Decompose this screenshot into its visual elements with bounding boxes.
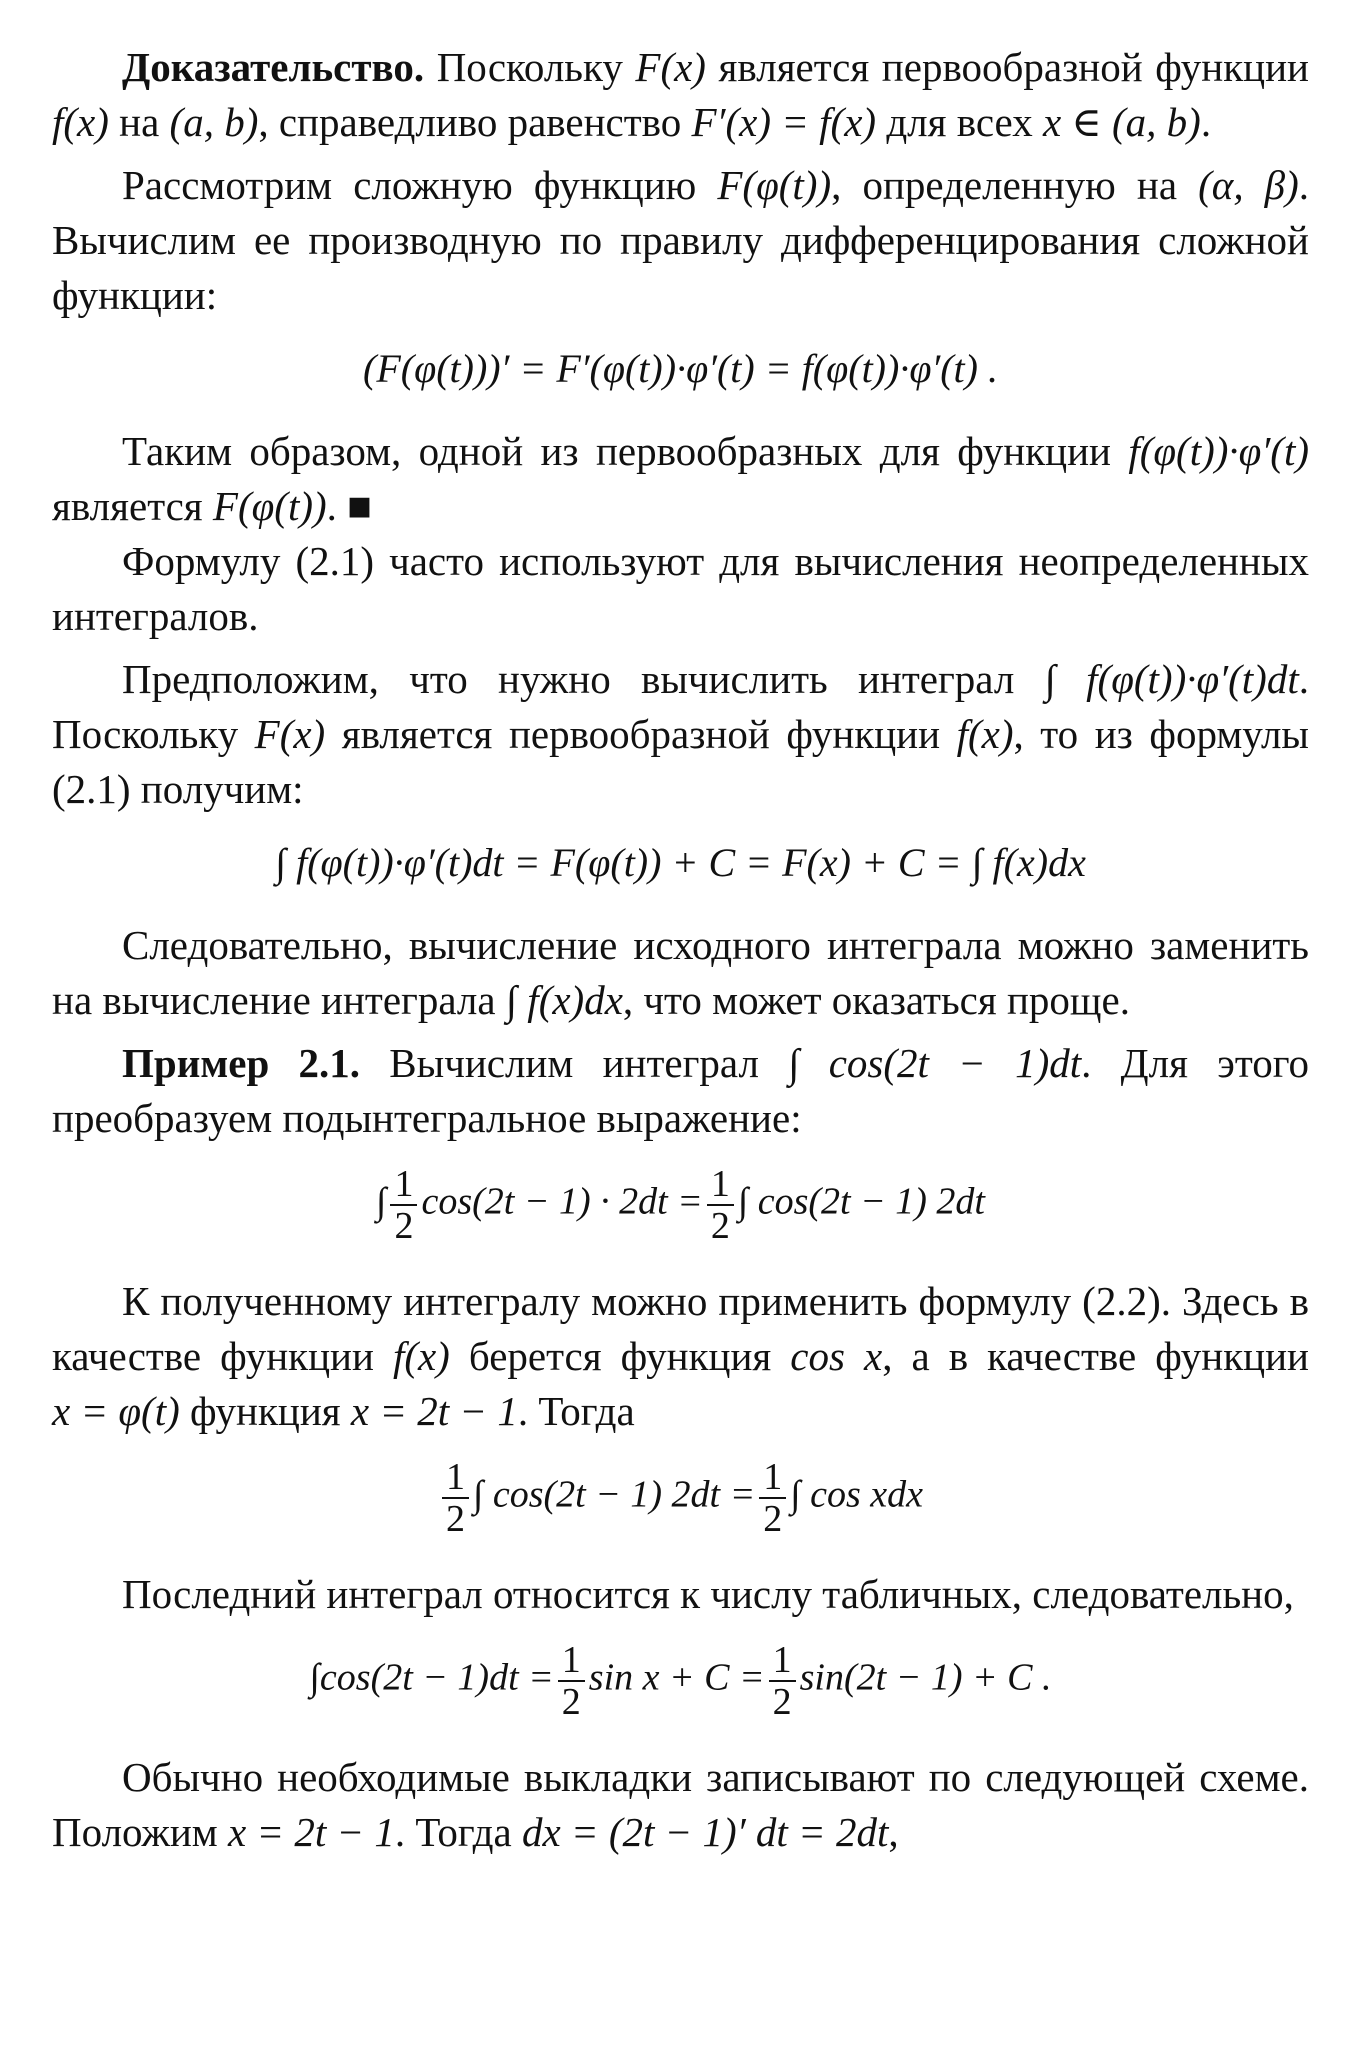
consequently-paragraph: Следовательно, вычисление исходного интеграла можно заменить на вычисление интеграла ∫ f(x)dx, что может оказаться проще. [52,922,1309,1023]
fraction-half: $\frac{1}{2}$ [390,1164,417,1246]
formula-result: ∫cos(2t − 1)dt = $\frac{1}{2}$ sin x + C = $\frac{1}{2}$ sin(2t − 1) + C . [309,1639,1052,1723]
fraction-half: $\frac{1}{2}$ [769,1640,796,1722]
apply-paragraph: К полученному интегралу можно применить формулу (2.2). Здесь в качестве функции f(x) берется функция cos x, а в качестве функции x = φ(t) функция x = 2t − 1. Тогда [52,1278,1309,1434]
formula-transform: ∫ $\frac{1}{2}$ cos(2t − 1) · 2dt = $\frac{1}{2}$ ∫ cos(2t − 1) 2dt [376,1163,985,1247]
formula-cos-substitution: $\frac{1}{2}$ ∫ cos(2t − 1) 2dt = $\frac{1}{2}$ ∫ cos xdx [52,1457,1309,1539]
thus-paragraph: Таким образом, одной из первообразных для функции f(φ(t))·φ′(t) является F(φ(t)). ■ [52,428,1309,529]
fraction-half: $\frac{1}{2}$ [759,1457,786,1539]
last-integral-paragraph: Последний интеграл относится к числу табличных, следовательно, [122,1571,1294,1617]
example-label: Пример 2.1. [122,1040,361,1086]
proof-paragraph: Доказательство. Поскольку F(x) является первообразной функции f(x) на (a, b), справедливо равенство F′(x) = f(x) для всех x ∈ (a, b). [52,44,1309,145]
usually-paragraph: Обычно необходимые выкладки записывают по следующей схеме. Положим x = 2t − 1. Тогда dx = (2t − 1)′ dt = 2dt, [52,1754,1309,1855]
proof-label: Доказательство. [122,44,425,90]
formula-substitution: ∫ f(φ(t))·φ′(t)dt = F(φ(t)) + C = F(x) + C = ∫ f(x)dx [275,840,1086,885]
fraction-half: $\frac{1}{2}$ [442,1457,469,1539]
formula-derivative: (F(φ(t)))′ = F′(φ(t))·φ′(t) = f(φ(t))·φ′(t) . [363,346,998,391]
formula-use-paragraph: Формулу (2.1) часто используют для вычисления неопределенных интегралов. [52,538,1309,639]
suppose-paragraph: Предположим, что нужно вычислить интеграл ∫ f(φ(t))·φ′(t)dt. Поскольку F(x) является первообразной функции f(x), то из формулы (2.1) получим: [52,656,1309,812]
fraction-half: $\frac{1}{2}$ [558,1640,585,1722]
consider-paragraph: Рассмотрим сложную функцию F(φ(t)), определенную на (α, β). Вычислим ее производную по правилу дифференцирования сложной функции: [52,162,1309,318]
fraction-half: $\frac{1}{2}$ [707,1164,734,1246]
qed-square-icon: ■ [347,483,372,529]
example-paragraph: Пример 2.1. Вычислим интеграл ∫ cos(2t − 1)dt. Для этого преобразуем подынтегральное выражение: [52,1040,1310,1141]
